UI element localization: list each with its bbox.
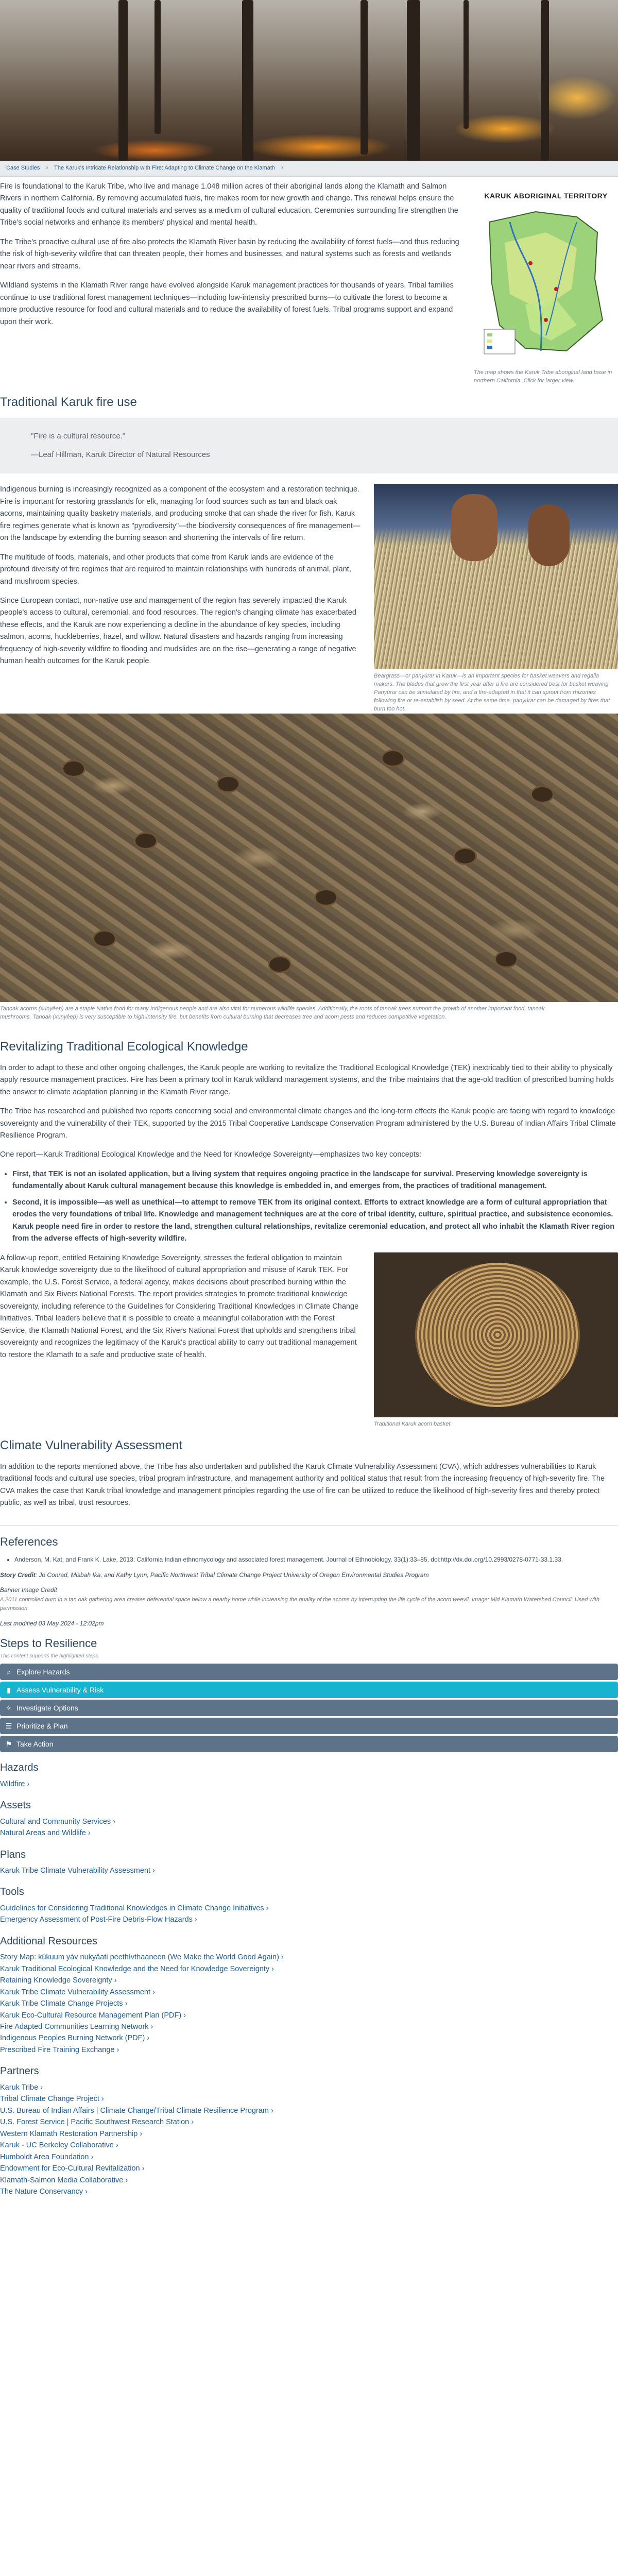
map-title: KARUK ABORIGINAL TERRITORY xyxy=(484,191,608,200)
resource-link[interactable]: Story Map: kúkuum yáv nukyâati peethívthaaneen (We Make the World Good Again) › xyxy=(0,1953,284,1962)
list-item: • First, that TEK is not an isolated application, but a living system that requires ongoing practice in the landscape for survival. Preserving knowledge sovereignty is fundamentally about Karuk cultural management because this knowledge is embedded in, and emerges from, the practices of traditional management. xyxy=(12,1168,618,1193)
quote-text: "Fire is a cultural resource." xyxy=(31,431,126,440)
steps-title: Steps to Resilience xyxy=(0,1636,97,1650)
step-investigate-options[interactable]: ✧ Investigate Options xyxy=(0,1700,618,1716)
acorn-caption: Tanoak acorns (xunyêep) are a staple Native food for many Indigenous people and are also vital for numerous wildlife species. Additionally, the roots of tanoak trees support the growth of another important food, tanoak mushrooms. Tanoak (xunyêep) is very susceptible to high-intensity fire, but benefits from cultural burning that decreases tree and acorn pests and reduces competitive vegetation. xyxy=(0,1005,545,1020)
partner-link[interactable]: Klamath-Salmon Media Collaborative › xyxy=(0,2176,128,2184)
references-section xyxy=(0,1525,618,1629)
list-item: • Second, it is impossible—as well as unethical—to attempt to remove TEK from its original context. Efforts to extract knowledge are a form of cultural appropriation that erodes the very foundations of tribal life. Knowledge and management techniques are at the core of tribal identity, culture, spiritual practice, and subsistence economies. Karuk people need fire in order to restore the land, strengthen cultural relationships, revitalize ceremonial education, and protect all who inhabit the Klamath River region from the adverse effects of high-severity wildfire. xyxy=(12,1197,618,1245)
intro-paragraph: Wildland systems in the Klamath River range have evolved alongside Karuk management practices for thousands of years. Tribal families continue to use traditional forest management techniques—including low-intensity prescribed burns—to cultivate the forest to become a more productive resource for food and cultural materials and to reduce the availability of forest fuels. Tribal programs support and expand upon their work. xyxy=(0,281,454,326)
partner-link[interactable]: The Nature Conservancy › xyxy=(0,2188,88,2196)
search-icon: ⌕ xyxy=(7,1668,11,1676)
section-heading: Climate Vulnerability Assessment xyxy=(0,1438,182,1452)
tool-link[interactable]: Emergency Assessment of Post-Fire Debris-Flow Hazards › xyxy=(0,1916,197,1924)
territory-map[interactable] xyxy=(474,190,618,385)
step-assess-vulnerability[interactable]: ▮ Assess Vulnerability & Risk xyxy=(0,1682,618,1698)
references-heading: References xyxy=(0,1535,58,1548)
breadcrumb-current[interactable]: The Karuk's Intricate Relationship with Fire: Adapting to Climate Change on the Klamath xyxy=(54,165,275,171)
intro-text xyxy=(0,181,464,385)
group-heading: Partners xyxy=(0,2065,39,2077)
steps-panel xyxy=(0,1634,618,1753)
group-heading: Hazards xyxy=(0,1762,39,1774)
section-paragraph: In order to adapt to these and other ongoing challenges, the Karuk people are working to revitalize the Traditional Ecological Knowledge (TEK) inextricably tied to their ability to physically apply resource management practices. Fire has been a primary tool in Karuk wildland management systems, and the Tribe maintains that the age-old tradition of prescribed burning holds the answer to climate adaptation planning in the Klamath River range. xyxy=(0,1063,614,1096)
partner-link[interactable]: U.S. Bureau of Indian Affairs | Climate Change/Tribal Climate Resilience Program › xyxy=(0,2106,273,2115)
partners-group xyxy=(0,2063,618,2202)
step-prioritize-plan[interactable]: ☰ Prioritize & Plan xyxy=(0,1718,618,1734)
list-icon: ☰ xyxy=(5,1722,12,1731)
section-paragraph: A follow-up report, entitled Retaining Knowledge Sovereignty, stresses the federal obligation to maintain Karuk knowledge sovereignty due to the likelihood of cultural appropriation and misuse of Karuk TEK. For example, the U.S. Forest Service, a federal agency, makes decisions about prescribed burning within the Klamath and Six Rivers National Forests. The report provides strategies to promote traditional knowledge sovereignty, including reference to the Guidelines for Considering Traditional Knowledges in Climate Change Initiatives. Tribal leaders believe that it is possible to create a meaningful collaboration with the Forest Service, the Klamath National Forest, and the Six Rivers National Forest that upholds and strengthens tribal sovereignty and recognizes the legitimacy of the Karuk's practical ability to carry out traditional management to restore the Klamath to a safe and productive state of health. xyxy=(0,1253,359,1359)
map-caption: The map shows the Karuk Tribe aboriginal land base in northern California. Click for larger view. xyxy=(474,369,612,384)
section-paragraph: One report—Karuk Traditional Ecological Knowledge and the Need for Knowledge Sovereignty—emphasizes two key concepts: xyxy=(0,1150,422,1159)
partner-link[interactable]: Humboldt Area Foundation › xyxy=(0,2153,94,2161)
acorn-basket-image xyxy=(374,1252,618,1417)
asset-link[interactable]: Cultural and Community Services › xyxy=(0,1817,116,1826)
flag-icon: ⚑ xyxy=(5,1740,12,1749)
resource-link[interactable]: Prescribed Fire Training Exchange › xyxy=(0,2045,119,2054)
assets-group xyxy=(0,1797,618,1839)
partner-link[interactable]: Karuk - UC Berkeley Collaborative › xyxy=(0,2141,118,2150)
tools-group xyxy=(0,1884,618,1925)
resource-link[interactable]: Karuk Tribe Climate Vulnerability Assessment › xyxy=(0,1988,155,1996)
resource-link[interactable]: Karuk Eco-Cultural Resource Management Plan (PDF) › xyxy=(0,2011,186,2020)
section-paragraph: The multitude of foods, materials, and other products that come from Karuk lands are evidence of the profound diversity of fire regimes that are required to maintain relationships with hundreds of animal, plant, and mushroom species. xyxy=(0,553,351,586)
steps-subtitle: This content supports the highlighted steps. xyxy=(0,1653,99,1659)
beargrass-caption: Beargrass—or panyúrar in Karuk—is an important species for basket weavers and regalia makers. The blades that grow the first year after a fire are considered best for basket weaving. Panyúrar can be stimulated by fire, and a fire-adapted in that it can sprout from rhizomes following fire or re-establish by seed. At the same time, panyúrar can be damaged by fires that burn too hot. xyxy=(374,673,610,712)
asset-link[interactable]: Natural Areas and Wildlife › xyxy=(0,1829,91,1838)
reference-item: • Anderson, M. Kat, and Frank K. Lake, 2013: California Indian ethnomycology and associated forest management. Journal of Ethnobiology, 33(1):33–85, doi:http://dx.doi.org/10.2993/0278-0771-33.1.33. xyxy=(14,1555,618,1565)
resource-link[interactable]: Indigenous Peoples Burning Network (PDF) › xyxy=(0,2034,150,2043)
section-heading: Revitalizing Traditional Ecological Knowledge xyxy=(0,1039,248,1054)
hazard-link[interactable]: Wildfire › xyxy=(0,1780,30,1788)
breadcrumb xyxy=(0,161,618,177)
section-paragraph: Since European contact, non-native use and management of the region has severely impacted the Karuk people's access to cultural, ceremonial, and food resources. The region's changing climate has exacerbated these effects, and the Karuk are now experiencing a decline in the abundance of key species, including salmon, acorns, huckleberries, hazel, and willow. Natural disasters and hazards ranging from increasing frequency of high-severity wildfire to flooding and mudslides are on the rise—generating a range of negative human health outcomes for the Karuk people. xyxy=(0,597,356,666)
resources-group xyxy=(0,1933,618,2056)
plans-group xyxy=(0,1846,618,1877)
resource-link[interactable]: Retaining Knowledge Sovereignty › xyxy=(0,1976,117,1985)
partner-link[interactable]: Tribal Climate Change Project › xyxy=(0,2095,104,2104)
banner-image xyxy=(0,0,618,161)
group-heading: Assets xyxy=(0,1800,31,1811)
section-paragraph: In addition to the reports mentioned above, the Tribe has also undertaken and published the Karuk Climate Vulnerability Assessment (CVA), which addresses vulnerabilities to Karuk traditional foods and cultural use species, tribal program infrastructure, and management authority and political status that result from the increasing frequency of high-severity fire. The CVA makes the case that Karuk tribal knowledge and management principles regarding the use of fire can be utilized to reduce the likelihood of high-severity fires and thereby protect public, as well as tribal, trust resources. xyxy=(0,1462,605,1507)
intro-paragraph: Fire is foundational to the Karuk Tribe, who live and manage 1.048 million acres of their aboriginal lands along the Klamath and Salmon Rivers in northern California. By removing accumulated fuels, fire makes room for new growth and change. This renewal helps ensure the quality of traditional foods and cultural materials and serves as a medium of cultural education. Ceremonies surrounding fire strengthen the Tribe's social networks and enhance its members' physical and mental health. xyxy=(0,182,458,227)
group-heading: Additional Resources xyxy=(0,1935,97,1947)
section-heading: Traditional Karuk fire use xyxy=(0,395,137,409)
resource-link[interactable]: Karuk Traditional Ecological Knowledge and the Need for Knowledge Sovereignty › xyxy=(0,1964,274,1973)
pull-quote xyxy=(0,418,618,474)
partner-link[interactable]: Western Klamath Restoration Partnership › xyxy=(0,2129,143,2138)
partner-link[interactable]: Endowment for Eco-Cultural Revitalization › xyxy=(0,2164,145,2173)
partner-link[interactable]: Karuk Tribe › xyxy=(0,2083,43,2092)
group-heading: Tools xyxy=(0,1886,24,1898)
last-modified: Last modified 03 May 2024 - 12:02pm xyxy=(0,1620,104,1628)
story-credit: Story Credit: Jo Conrad, Misbah Ika, and Kathy Lynn, Pacific Northwest Tribal Climate Change Project University of Oregon Environmental Studies Program xyxy=(0,1571,429,1579)
resource-link[interactable]: Karuk Tribe Climate Change Projects › xyxy=(0,1999,128,2008)
step-take-action[interactable]: ⚑ Take Action xyxy=(0,1736,618,1752)
breadcrumb-separator: › xyxy=(46,165,48,171)
partner-link[interactable]: U.S. Forest Service | Pacific Southwest Research Station › xyxy=(0,2118,194,2127)
key-concepts-list xyxy=(12,1168,618,1245)
tool-link[interactable]: Guidelines for Considering Traditional Knowledges in Climate Change Initiatives › xyxy=(0,1904,269,1912)
step-explore-hazards[interactable]: ⌕ Explore Hazards xyxy=(0,1664,618,1680)
section-paragraph: Indigenous burning is increasingly recognized as a component of the ecosystem and a restoration technique. Fire is important for restoring grasslands for elk, managing for food sources such as tan and black oak acorns, maintaining quality basketry materials, and producing smoke that can shade the river for fish. Karuk fire regimes generate what is known as "pyrodiversity"—the biodiversity consequences of fire management—on the landscape by extending the burning season and shortening the intervals of fire return. xyxy=(0,485,360,543)
group-heading: Plans xyxy=(0,1849,26,1860)
breadcrumb-case-studies[interactable]: Case Studies xyxy=(6,165,40,171)
map-graphic xyxy=(474,201,618,361)
beargrass-image xyxy=(374,484,618,669)
plan-link[interactable]: Karuk Tribe Climate Vulnerability Assessment › xyxy=(0,1867,155,1875)
quote-attribution: —Leaf Hillman, Karuk Director of Natural Resources xyxy=(31,450,210,459)
resource-link[interactable]: Fire Adapted Communities Learning Network › xyxy=(0,2023,153,2031)
banner-credit-text: A 2011 controlled burn in a tan oak gathering area creates deferential space below a nearby home while increasing the quality of the acorns by interrupting the life cycle of the acorn weevil. Image: Mid Klamath Watershed Council. Used with permission xyxy=(0,1596,600,1612)
section-paragraph: The Tribe has researched and published two reports concerning social and environmental climate changes and the long-term effects the Karuk people are facing with regard to knowledge sovereignty and the vulnerability of their TEK, supported by the 2015 Tribal Cooperative Landscape Conservation Program administered by the U.S. Bureau of Indian Affairs Tribal Climate Resilience Program. xyxy=(0,1107,616,1140)
breadcrumb-separator: › xyxy=(281,165,283,171)
banner-credit-label: Banner Image Credit xyxy=(0,1586,57,1594)
acorn-image xyxy=(0,714,618,1002)
basket-caption: Traditional Karuk acorn basket. xyxy=(374,1420,452,1427)
chart-icon: ▮ xyxy=(7,1686,11,1694)
compass-icon: ✧ xyxy=(6,1704,12,1713)
hazards-group xyxy=(0,1759,618,1790)
intro-paragraph: The Tribe's proactive cultural use of fire also protects the Klamath River basin by reducing the availability of forest fuels—and thus reducing the risk of high-severity wildfire that can threaten people, their homes and businesses, and natural systems such as forests and wetlands near rivers and streams. xyxy=(0,238,459,270)
